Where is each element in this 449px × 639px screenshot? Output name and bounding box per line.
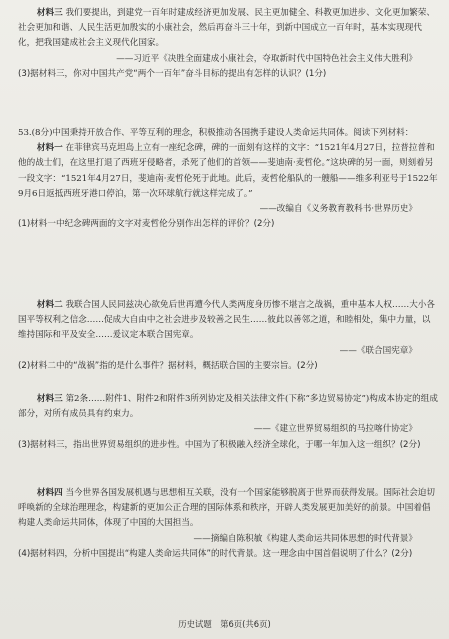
question-1: (1)材料一中纪念碑两面的文字对麦哲伦分别作出怎样的评价？(2分) bbox=[18, 219, 275, 230]
material-one-label: 材料一 bbox=[36, 143, 63, 154]
material-two-source: ——《联合国宪章》 bbox=[339, 345, 417, 356]
material-source: ——习近平《决胜全面建成小康社会，夺取新时代中国特色社会主义伟大胜利》 bbox=[116, 53, 417, 64]
material-two-block bbox=[18, 298, 439, 374]
material-four-source: ——摘编自陈积敏《构建人类命运共同体思想的时代背景》 bbox=[193, 533, 417, 544]
material-two-text: 我联合国人民同兹决心欲免后世再遭今代人类两度身历惨不堪言之战祸，重申基本人权……大小各国平等权利之信念……促成大自由中之社会进步及较善之民生……彼此以善邻之道，和睦相处，集中力量，以维持国际和平及安全……爰议定本联合国宪章。 bbox=[18, 300, 435, 341]
material-four-text: 当今世界各国发展机遇与思想相互关联，没有一个国家能够脱离于世界而获得发展。国际社会迫切呼唤新的全球治理理念，构建新的更加公正合理的国际体系和秩序，开辟人类发展更加美好的前景。中国着倡构建人类命运共同体，体现了中国的大国担当。 bbox=[18, 488, 435, 529]
material-four-label: 材料四 bbox=[36, 488, 63, 498]
material-three-prev bbox=[18, 6, 439, 82]
material-four-block bbox=[18, 486, 439, 562]
page-footer: 历史试题 第6页(共6页) bbox=[178, 619, 271, 629]
material-one-source: ——改编自《义务教育教科书·世界历史》 bbox=[259, 204, 417, 215]
question-3: (3)据材料三，指出世界贸易组织的进步性。中国为了积极融入经济全球化，于哪一年加入这一组织？(2分) bbox=[18, 439, 421, 450]
question-4: (4)据材料四，分析中国提出“构建人类命运共同体”的时代背景。这一理念由中国首倡说明了什么？(2分) bbox=[18, 548, 413, 559]
material-label: 材料三 bbox=[36, 8, 63, 18]
question-53 bbox=[18, 126, 439, 232]
material-three-text: 第2条……附件1、附件2和附件3所列协定及相关法律文件(下称“多边贸易协定”)构成本协定的组成部分，对所有成员具有约束力。 bbox=[18, 394, 438, 420]
question-stem: 53.(8分)中国秉持开放合作、平等互利的理念，积极推动各国携手建设人类命运共同体。阅读下列材料： bbox=[18, 128, 414, 138]
material-three-source: ——《建立世界贸易组织的马拉喀什协定》 bbox=[253, 424, 417, 435]
material-three-block bbox=[18, 392, 439, 453]
material-three-label: 材料三 bbox=[36, 394, 63, 404]
material-one-text: 在菲律宾马克坦岛上立有一座纪念碑，碑的一面刻有这样的文字：“1521年4月27日，拉普拉普和他的战士们，在这里打退了西班牙侵略者，杀死了他们的首领——斐迪南·麦哲伦。”这块碑的另一面，则刻着另一段文字：“1521年4月27日，斐迪南·麦哲伦死于此地。此后，麦哲伦船队的一艘船——维多利亚号于1522年9月6日返抵西班牙港口停泊，第一次环球航行就这样完成了。” bbox=[18, 143, 438, 199]
material-two-label: 材料二 bbox=[36, 300, 63, 310]
question-3-prev: (3)据材料三，你对中国共产党“两个一百年”奋斗目标的提出有怎样的认识？(1分) bbox=[18, 68, 327, 79]
question-2: (2)材料二中的“战祸”指的是什么事件？据材料，概括联合国的主要宗旨。(2分) bbox=[18, 360, 318, 371]
material-text: 我们要提出，到建党一百年时建成经济更加发展、民主更加健全、科教更加进步、文化更加繁荣、社会更加和谐、人民生活更加殷实的小康社会，然后再奋斗三十年，到新中国成立一百年时，基本实现现代化，把我国建成社会主义现代化国家。 bbox=[18, 8, 435, 49]
